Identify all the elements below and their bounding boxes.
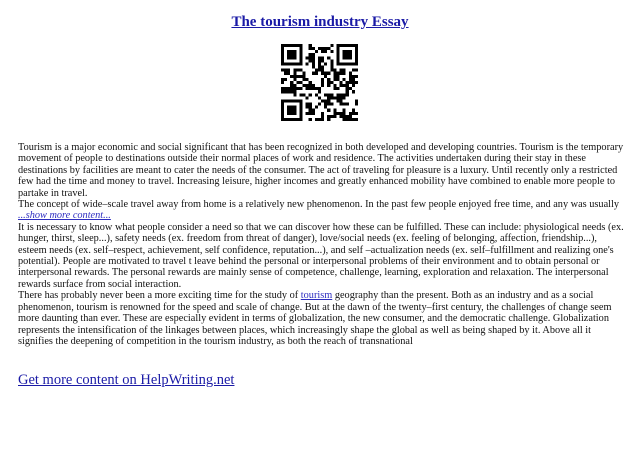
paragraph-concept-text: The concept of wide–scale travel away from home is a relatively new phenomenon. In the past few people enjoyed free time, and any was usually [18, 199, 620, 211]
tourism-link[interactable]: tourism [300, 290, 333, 302]
paragraph-geography-start: There has probably never been a more exciting time for the study of [18, 290, 301, 302]
essay-body [18, 142, 624, 347]
show-more-link[interactable]: ...show more content... [18, 210, 111, 222]
footer [18, 372, 234, 389]
paragraph-needs: It is necessary to know what people consider a need so that we can discover how these can be fulfilled. These can include: physiological needs (ex. hunger, thirst, sleep...), safety needs (ex. freedom from threat of danger), love/social needs (ex. feeling of belonging, affection, friendship...), esteem needs (ex. self–respect, achievement, self confidence, reputation...), and self –actualization needs (ex. self–fulfillment and realizing one's potential). People are motivated to travel t leave behind the personal or interpersonal problems of their environment and to obtain personal or interpersonal rewards. The personal rewards are mainly sense of competence, challenge, learning, exploration and relaxation. The interpersonal rewards surface from social interaction. [18, 221, 624, 290]
paragraph-geography [18, 290, 624, 347]
paragraph-geography-rest: geography than the present. Both as an industry and as a social phenomenon, tourism is renowned for the speed and scale of change. But at the dawn of the twenty–first century, the challenges of change seem more daunting than ever. These are especially evident in terms of globalization, the new consumer, and the democratic challenge. Globalization represents the intensification of the linkages between places, which increasingly shape the global as well as being shaped by it. Above all it signifies the deepening of competition in the tourism industry, as both the reach of transnational [18, 290, 612, 347]
title-link[interactable]: The tourism industry Essay [231, 14, 409, 30]
document-title [0, 14, 640, 31]
paragraph-concept [18, 199, 624, 222]
paragraph-intro: Tourism is a major economic and social significant that has been recognized in both developed and developing countries. Tourism is the temporary movement of people to destinations outside their normal places of work and residence. The activities undertaken during their stay in these destinations by facilities are meant to cater the needs of the consumer. The act of traveling for pleasure is a luxury. Until recently only a restricted few had the time and money to travel. Increasing leisure, higher incomes and greatly enhanced mobility have combined to enable more people to partake in travel. [18, 142, 624, 199]
qr-code-image [281, 44, 358, 121]
helpwriting-link[interactable]: Get more content on HelpWriting.net [18, 372, 235, 388]
